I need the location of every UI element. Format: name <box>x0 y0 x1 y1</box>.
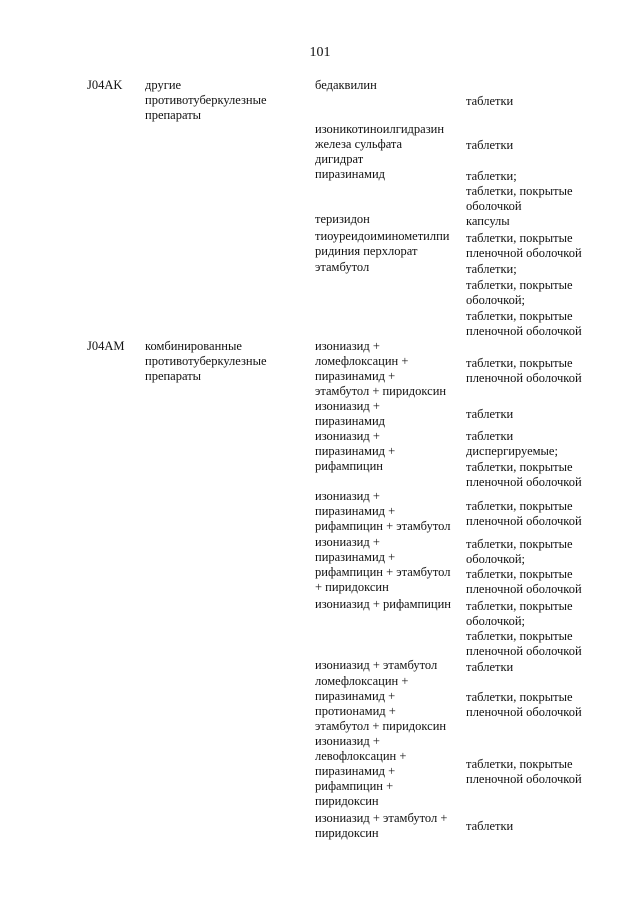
dosage-form: таблетки диспергируемые; <box>466 429 558 458</box>
drug-name: изониазид + левофлоксацин + пиразинамид + рифампицин + пиридоксин <box>315 734 407 808</box>
atc-code: J04AK <box>87 78 123 92</box>
dosage-form: таблетки <box>466 138 514 152</box>
dosage-form: таблетки, покрытые пленочной оболочкой <box>466 757 582 786</box>
atc-group-name: другие противотуберкулезные препараты <box>145 78 267 122</box>
drug-name: изониазид + этамбутол <box>315 658 438 672</box>
drug-name: изониазид + пиразинамид + рифампицин + этамбутол <box>315 489 451 533</box>
dosage-form: таблетки <box>466 94 514 108</box>
drug-name: ломефлоксацин + пиразинамид + протионамид + этамбутол + пиридоксин <box>315 674 447 733</box>
drug-name: изониазид + пиразинамид + рифампицин <box>315 429 396 473</box>
drug-name: теризидон <box>315 212 370 226</box>
dosage-form: таблетки, покрытые оболочкой; <box>466 599 573 628</box>
dosage-form: таблетки; <box>466 169 517 183</box>
drug-name: тиоуреидоиминометилпи ридиния перхлорат <box>315 229 450 258</box>
dosage-form: таблетки, покрытые пленочной оболочкой <box>466 499 582 528</box>
drug-name: изониазид + этамбутол + пиридоксин <box>315 811 448 840</box>
dosage-form: таблетки, покрытые пленочной оболочкой <box>466 629 582 658</box>
drug-name: изониазид + ломефлоксацин + пиразинамид + этамбутол + пиридоксин <box>315 339 447 398</box>
page-number: 101 <box>309 45 331 60</box>
atc-group-name: комбинированные противотуберкулезные препараты <box>145 339 267 383</box>
dosage-form: таблетки; <box>466 262 517 276</box>
dosage-form: капсулы <box>466 214 510 228</box>
dosage-form: таблетки, покрытые оболочкой; <box>466 537 573 566</box>
dosage-form: таблетки, покрытые пленочной оболочкой <box>466 460 582 489</box>
dosage-form: таблетки, покрытые пленочной оболочкой <box>466 309 582 338</box>
dosage-form: таблетки <box>466 660 514 674</box>
drug-name: изониазид + рифампицин <box>315 597 451 611</box>
dosage-form: таблетки <box>466 407 514 421</box>
dosage-form: таблетки, покрытые оболочкой <box>466 184 573 213</box>
drug-name: изониазид + пиразинамид + рифампицин + этамбутол + пиридоксин <box>315 535 451 594</box>
dosage-form: таблетки, покрытые оболочкой; <box>466 278 573 307</box>
drug-name: изоникотиноилгидразин железа сульфата дигидрат <box>315 122 445 166</box>
drug-name: пиразинамид <box>315 167 386 181</box>
dosage-form: таблетки, покрытые пленочной оболочкой <box>466 690 582 719</box>
dosage-form: таблетки, покрытые пленочной оболочкой <box>466 356 582 385</box>
dosage-form: таблетки, покрытые пленочной оболочкой <box>466 567 582 596</box>
drug-name: этамбутол <box>315 260 370 274</box>
drug-name: бедаквилин <box>315 78 377 92</box>
drug-name: изониазид + пиразинамид <box>315 399 386 428</box>
dosage-form: таблетки <box>466 819 514 833</box>
dosage-form: таблетки, покрытые пленочной оболочкой <box>466 231 582 260</box>
atc-code: J04AM <box>87 339 125 353</box>
